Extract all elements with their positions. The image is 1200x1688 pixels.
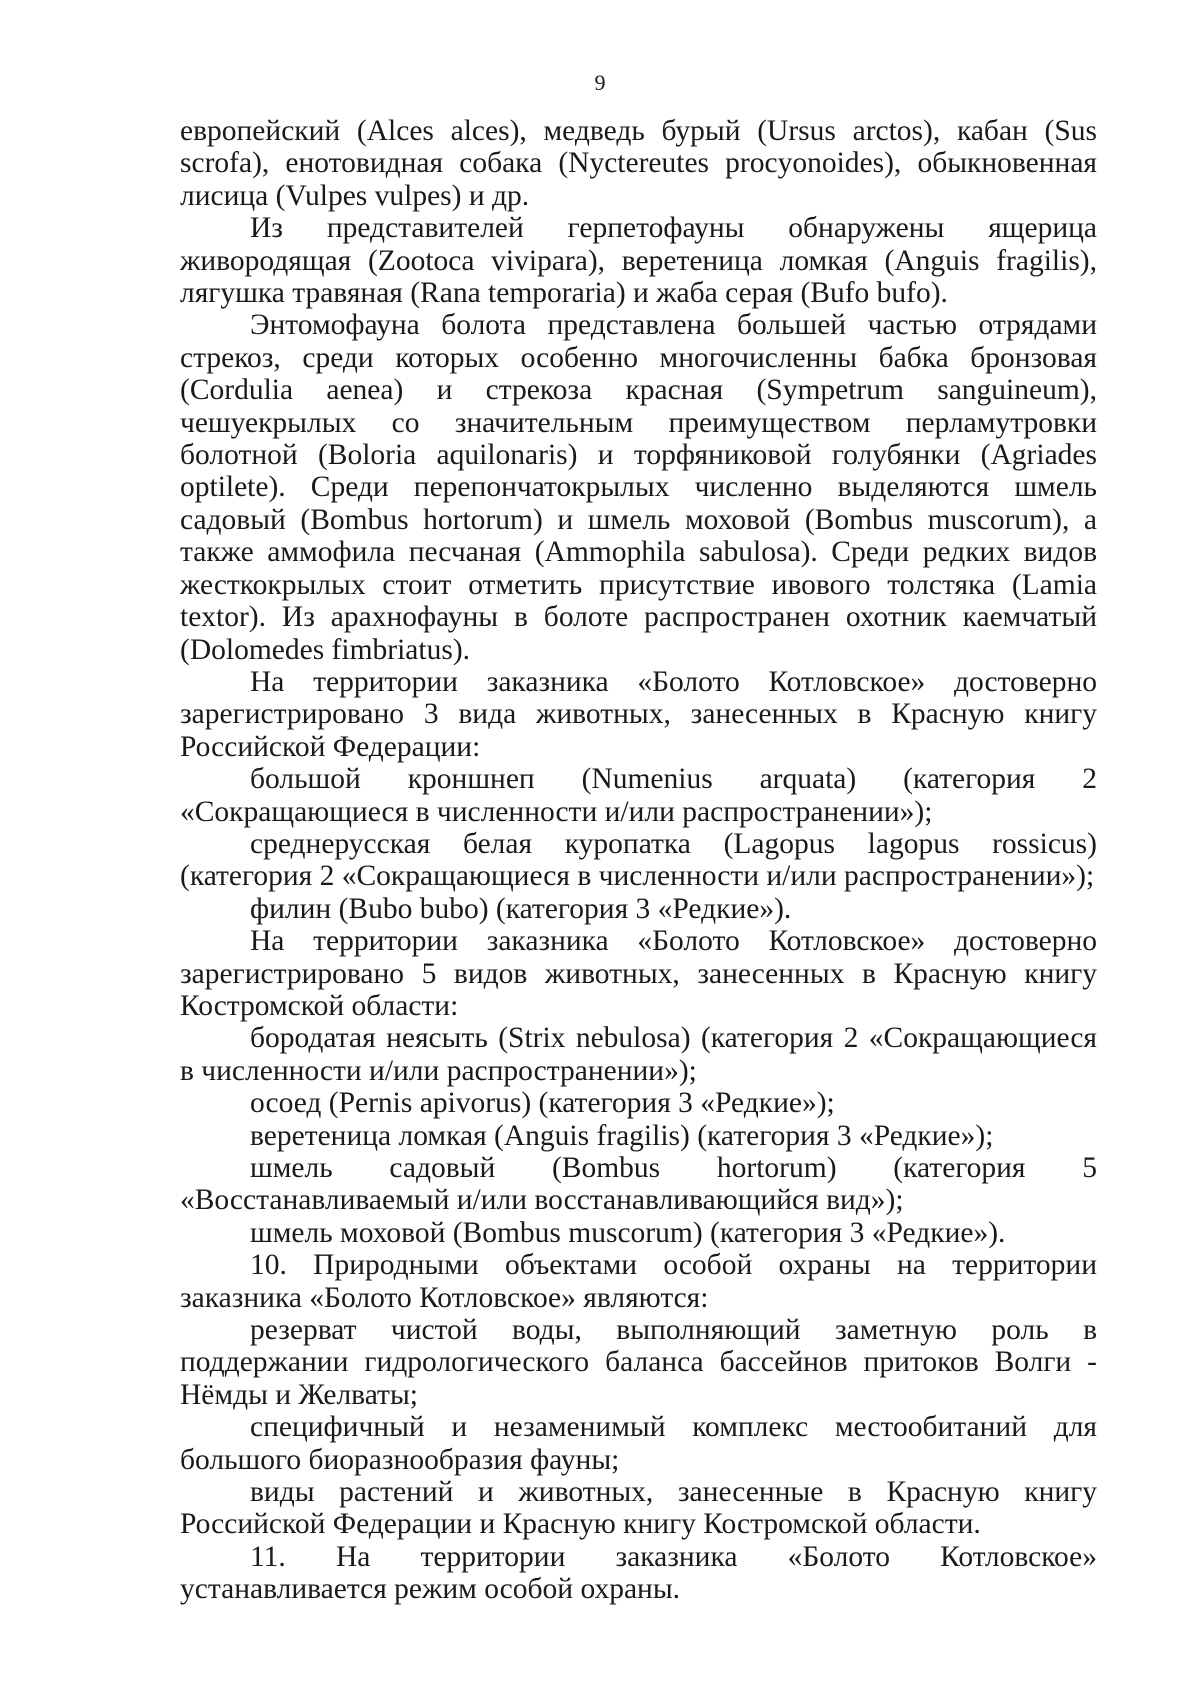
list-item-red-book-rf: большой кроншнеп (Numenius arquata) (категория 2 «Сокращающиеся в численности и/или распространении»); <box>180 763 1097 828</box>
list-item-red-book-region: осоед (Pernis apivorus) (категория 3 «Редкие»); <box>250 1087 835 1120</box>
list-item-red-book-region: шмель моховой (Bombus muscorum) (категория 3 «Редкие»). <box>250 1216 1006 1249</box>
list-item-protected-object: резерват чистой воды, выполняющий заметную роль в поддержании гидрологического баланса бассейнов притоков Волги - Нёмды и Желваты; <box>180 1314 1097 1411</box>
paragraph-fauna-mammals-continued: европейский (Alces alces), медведь бурый (Ursus arctos), кабан (Sus scrofa), енотовидная собака (Nyctereutes procyonoides), обыкновенная лисица (Vulpes vulpes) и др. <box>180 115 1097 212</box>
list-item-red-book-region: бородатая неясыть (Strix nebulosa) (категория 2 «Сокращающиеся в численности и/или распространении»); <box>180 1022 1097 1087</box>
paragraph-entomofauna: Энтомофауна болота представлена большей частью отрядами стрекоз, среди которых особенно многочисленны бабка бронзовая (Cordulia aenea) и стрекоза красная (Sympetrum sanguineum), чешуекрылых со значительным преимуществом перламутровки болотной (Boloria aquilonaris) и торфяниковой голубянки (Agriades optilete). Среди перепончатокрылых численно выделяются шмель садовый (Bombus hortorum) и шмель моховой (Bombus muscorum), а также аммофила песчаная (Ammophila sabulosa). Среди редких видов жесткокрылых стоит отметить присутствие ивового толстяка (Lamia textor). Из арахнофауны в болоте распространен охотник каемчатый (Dolomedes fimbriatus). <box>180 309 1097 666</box>
section-10-heading: 10. Природными объектами особой охраны на территории заказника «Болото Котловское» являются: <box>180 1249 1097 1314</box>
list-item-protected-object: специфичный и незаменимый комплекс местообитаний для большого биоразнообразия фауны; <box>180 1411 1097 1476</box>
list-item-red-book-rf: филин (Bubo bubo) (категория 3 «Редкие»). <box>250 892 792 925</box>
section-11-paragraph: 11. На территории заказника «Болото Котловское» устанавливается режим особой охраны. <box>180 1540 1097 1606</box>
paragraph-red-book-region-intro: На территории заказника «Болото Котловское» достоверно зарегистрировано 5 видов животных, занесенных в Красную книгу Костромской области: <box>180 925 1097 1022</box>
list-item-red-book-region: веретеница ломкая (Anguis fragilis) (категория 3 «Редкие»); <box>250 1119 994 1152</box>
list-item-red-book-region: шмель садовый (Bombus hortorum) (категория 5 «Восстанавливаемый и/или восстанавливающийся вид»); <box>180 1152 1097 1217</box>
paragraph-red-book-rf-intro: На территории заказника «Болото Котловское» достоверно зарегистрировано 3 вида животных, занесенных в Красную книгу Российской Федерации: <box>180 665 1097 763</box>
list-item-red-book-rf: среднерусская белая куропатка (Lagopus lagopus rossicus) (категория 2 «Сокращающиеся в численности и/или распространении»); <box>180 827 1097 893</box>
list-item-protected-object: виды растений и животных, занесенные в Красную книгу Российской Федерации и Красную книгу Костромской области. <box>180 1476 1097 1541</box>
document-body <box>180 115 1097 1606</box>
paragraph-herpetofauna: Из представителей герпетофауны обнаружены ящерица живородящая (Zootoca vivipara), веретеница ломкая (Anguis fragilis), лягушка травяная (Rana temporaria) и жаба серая (Bufo bufo). <box>180 212 1097 310</box>
page-number: 9 <box>594 70 606 95</box>
